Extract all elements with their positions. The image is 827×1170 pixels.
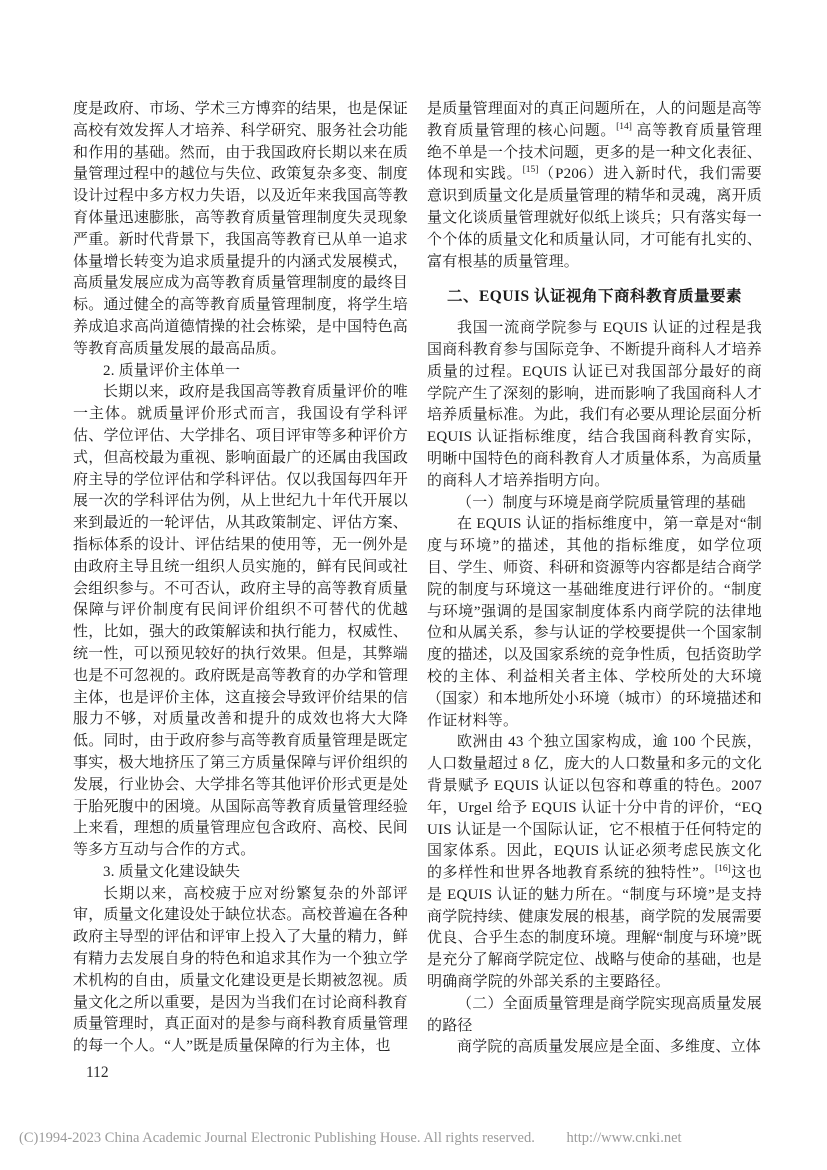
paragraph: 商学院的高质量发展应是全面、多维度、立体: [457, 1039, 762, 1056]
citation-superscript: [16]: [714, 864, 731, 875]
subsection-heading: （二）全面质量管理是商学院实现高质量发展的路径: [427, 995, 762, 1034]
paragraph: 长期以来，政府是我国高等教育质量评价的唯一主体。就质量评价形式而言，我国设有学科评估、学位评估、大学排名、项目评审等多种评价方式，但高校最为重视、影响面最广的还属由我国政府主导的学位评估和学科评估。仅以我国每四年开展一次的学科评估为例，从上世纪九十年代开展以来到最近的一轮评估，从其政策制定、评估方案、指标体系的设计、评估结果的使用等，无一例外是由政府主导且统一组织人员实施的，鲜有民间或社会组织参与。不可否认，政府主导的高等教育质量保障与评价制度有民间评价组织不可替代的优越性，比如，强大的政策解读和执行能力，权威性、统一性，可以预见较好的执行效果。但是，其弊端也是不可忽视的。政府既是高等教育的办学和管理主体，也是评价主体，这直接会导致评价结果的信服力不够，对质量改善和提升的成效也将大大降低。同时，由于政府参与高等教育质量管理是既定事实，极大地挤压了第三方质量保障与评价组织的发展，行业协会、大学排名等其他评价形式更是处于胎死腹中的困境。从国际高等教育质量管理经验上来看，理想的质量管理应包含政府、高校、民间等多方互动与合作的方式。: [73, 384, 408, 859]
left-column: [73, 99, 408, 1059]
subsection-heading: 2. 质量评价主体单一: [103, 362, 241, 379]
cnki-url: http://www.cnki.net: [566, 1130, 682, 1146]
paragraph: 欧洲由 43 个独立国家构成，逾 100 个民族，人口数量超过 8 亿，庞大的人口数量和多元的文化背景赋予 EQUIS 认证以包容和尊重的特色。2007 年，Urgel 给予 EQUIS 认证十分中肯的评价，“EQUIS 认证是一个国际认证，它不根植于任何特定的国家体系。因此，EQUIS 认证必须考虑民族文化的多样性和世界各地教育系统的独特性”。[16]这也是 EQUIS 认证的魅力所在。“制度与环境”是支持商学院持续、健康发展的根基，商学院的发展需要优良、合乎生态的制度环境。理解“制度与环境”既是充分了解商学院定位、战略与使命的基础，也是明确商学院的外部关系的主要路径。: [427, 734, 762, 991]
citation-superscript: [14]: [616, 121, 632, 132]
right-column: [427, 99, 762, 1059]
copyright-text: (C)1994-2023 China Academic Journal Electronic Publishing House. All rights reserved.: [19, 1130, 535, 1146]
paragraph: 度是政府、市场、学术三方博弈的结果，也是保证高校有效发挥人才培养、科学研究、服务社会功能和作用的基础。然而，由于我国政府长期以来在质量管理过程中的越位与失位、政策复杂多变、制度设计过程中多方权力失语，以及近年来我国高等教育体量迅速膨胀，高等教育质量管理制度失灵现象严重。新时代背景下，我国高等教育已从单一追求体量增长转变为追求质量提升的内涵式发展模式，高质量发展应成为高等教育质量管理制度的最终目标。通过健全的高等教育质量管理制度，将学生培养成追求高尚道德情操的社会栋梁，是中国特色高等教育高质量发展的最高品质。: [73, 101, 408, 357]
article-body: [73, 99, 762, 1059]
citation-superscript: [15]: [522, 165, 539, 176]
paragraph: 在 EQUIS 认证的指标维度中，第一章是对“制度与环境”的描述，其他的指标维度，如学位项目、学生、师资、科研和资源等内容都是结合商学院的制度与环境这一基础维度进行评价的。“制度与环境”强调的是国家制度体系内商学院的法律地位和从属关系，参与认证的学校要提供一个国家制度的描述，以及国家系统的竞争性质，包括资助学校的主体、利益相关者主体、学校所处的大环境（国家）和本地所处小环境（城市）的环境描述和作证材料等。: [427, 516, 762, 729]
paragraph: 长期以来，高校疲于应对纷繁复杂的外部评审，质量文化建设处于缺位状态。高校普遍在各种政府主导型的评估和评审上投入了大量的精力，鲜有精力去发展自身的特色和追求其作为一个独立学术机构的自由，质量文化建设更是长期被忽视。质量文化之所以重要，是因为当我们在讨论商科教育质量管理时，真正面对的是参与商科教育质量管理的每一个人。“人”既是质量保障的行为主体，也: [73, 885, 408, 1055]
paragraph: 我国一流商学院参与 EQUIS 认证的过程是我国商科教育参与国际竞争、不断提升商科人才培养质量的过程。EQUIS 认证已对我国部分最好的商学院产生了深刻的影响，进而影响了我国商科人才培养质量标准。为此，我们有必要从理论层面分析 EQUIS 认证指标维度，结合我国商科教育实际，明晰中国特色的商科教育人才质量体系，为高质量的商科人才培养指明方向。: [427, 320, 762, 489]
subsection-heading: 3. 质量文化建设缺失: [103, 863, 241, 880]
page-number: 112: [86, 1064, 109, 1081]
page-footer: [19, 1130, 682, 1147]
section-heading: 二、EQUIS 认证视角下商科教育质量要素: [446, 288, 743, 306]
paragraph: 是质量管理面对的真正问题所在，人的问题是高等教育质量管理的核心问题。[14] 高等教育质量管理绝不单是一个技术问题，更多的是一种文化表征、体现和实践。[15]（P206）进入新时代，我们需要意识到质量文化是质量管理的精华和灵魂，离开质量文化谈质量管理就好似纸上谈兵；只有落实每一个个体的质量文化和质量认同，才可能有扎实的、富有根基的质量管理。: [427, 101, 763, 270]
subsection-heading: （一）制度与环境是商学院质量管理的基础: [457, 494, 746, 511]
